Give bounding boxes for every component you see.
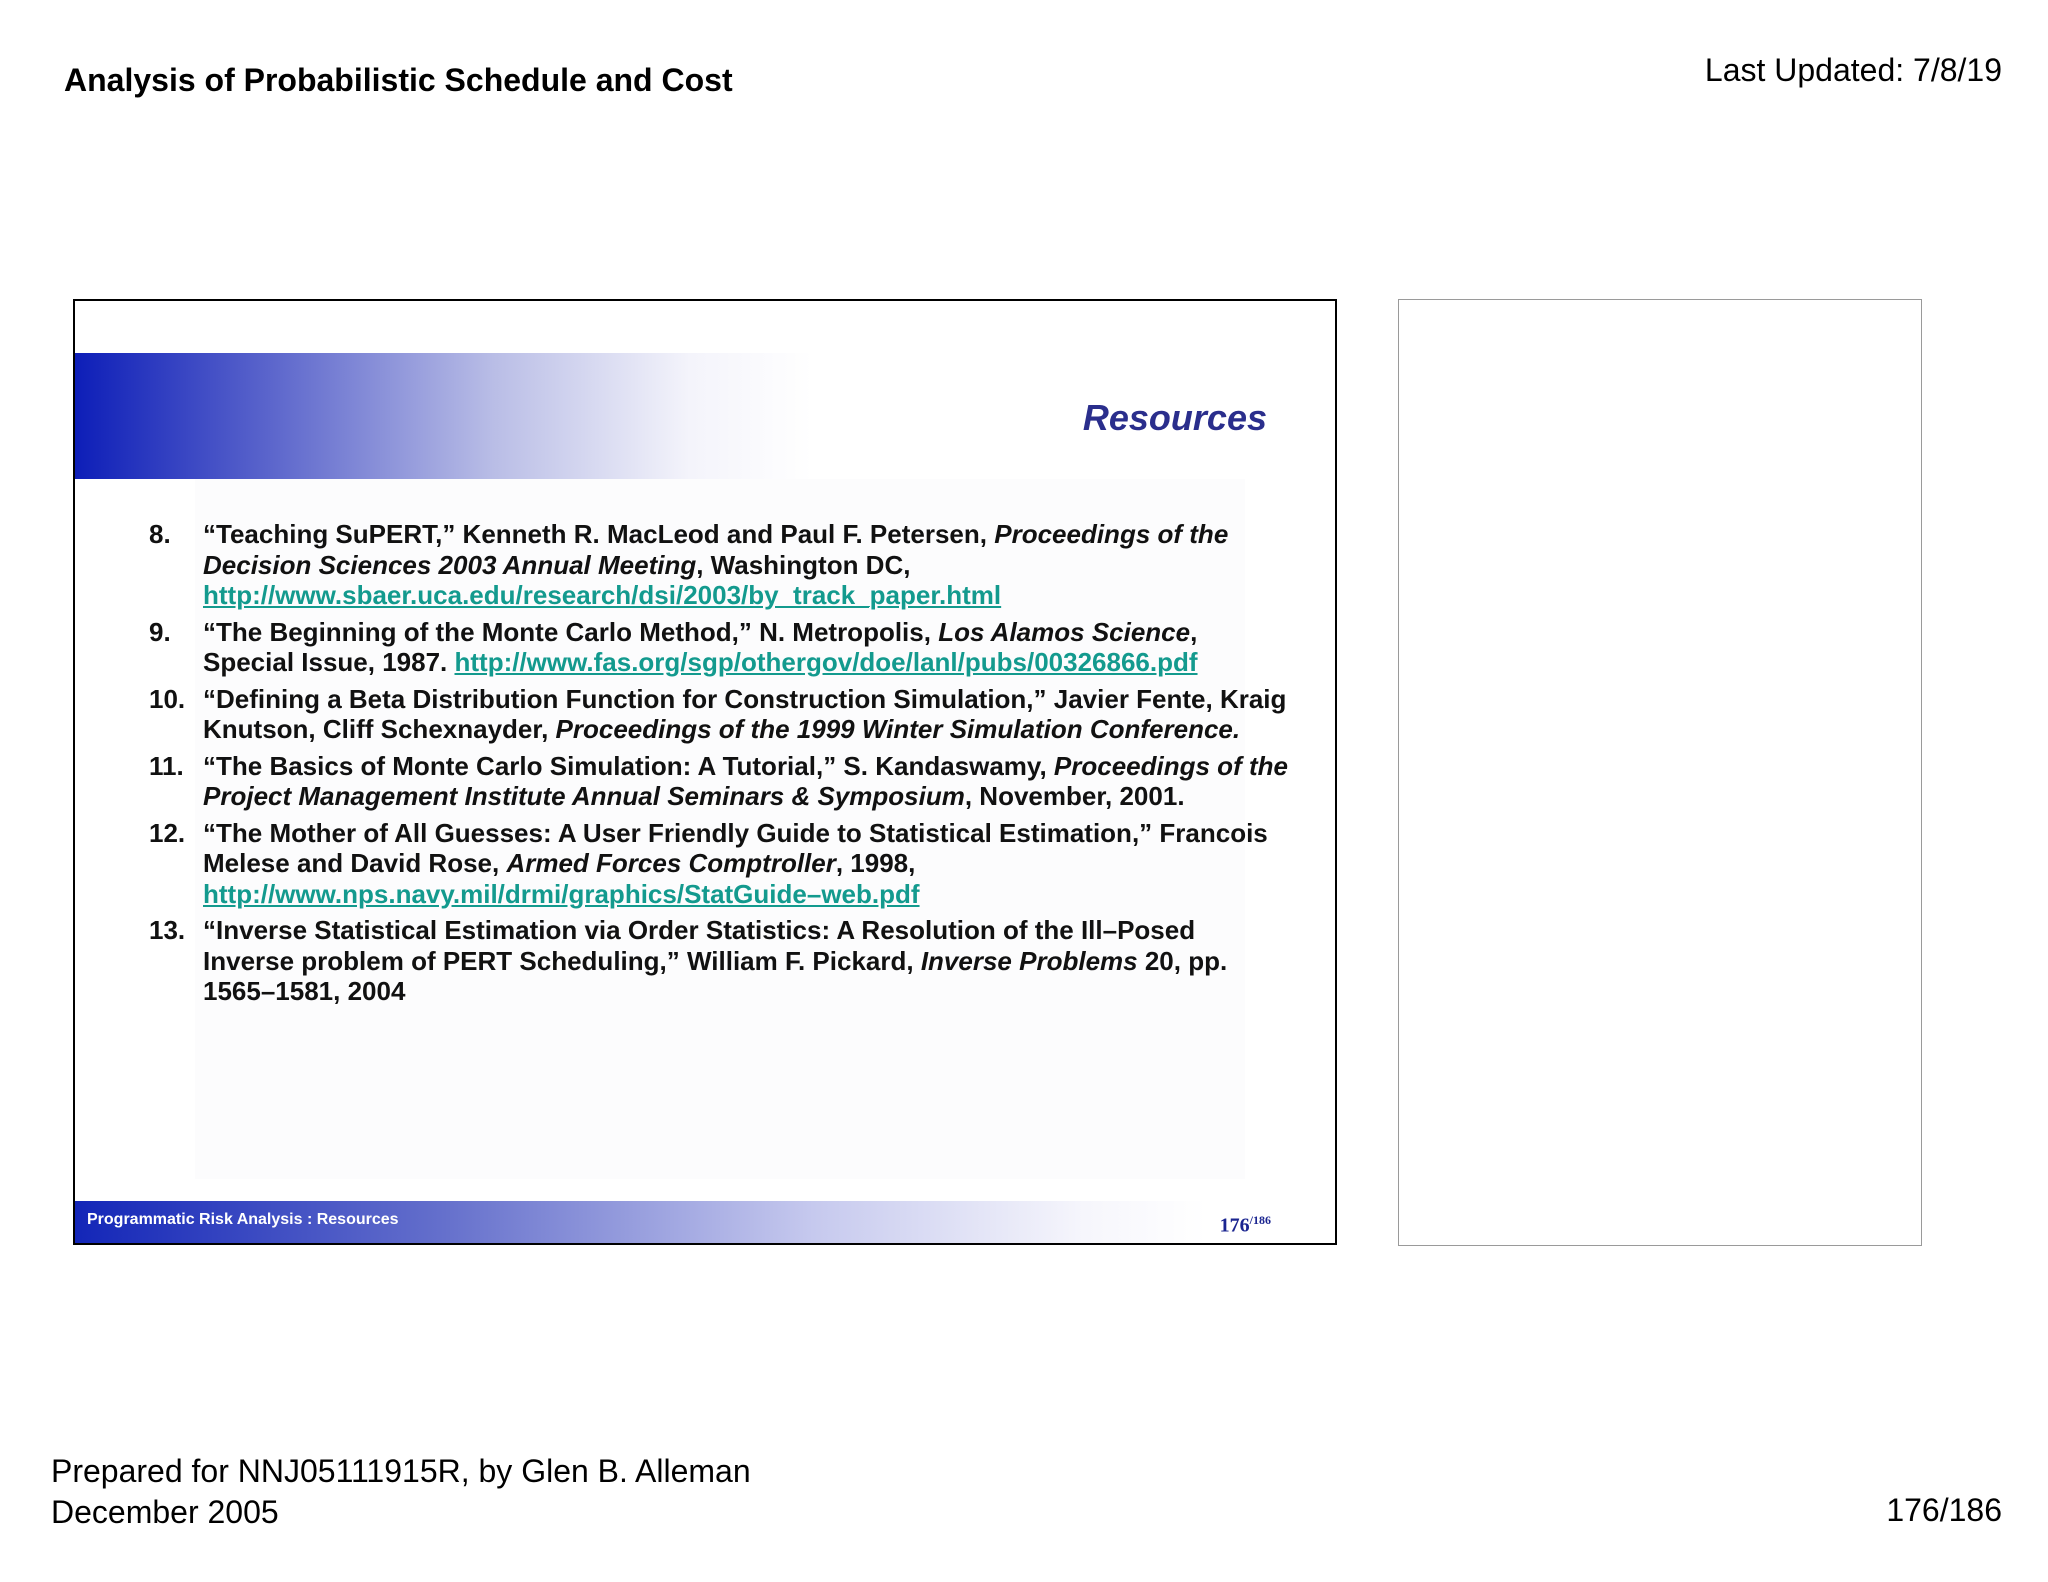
reference-item — [149, 915, 1289, 1007]
reference-text: “Defining a Beta Distribution Function for Construction Simulation,” Javier Fente, Kraig Knutson, Cliff Schexnayder, — [203, 683, 1287, 744]
reference-link[interactable]: http://www.fas.org/sgp/othergov/doe/lanl/pubs/00326866.pdf — [454, 647, 1198, 677]
reference-source: Inverse Problems — [920, 945, 1138, 976]
reference-source: Los Alamos Science — [938, 616, 1191, 647]
reference-item — [149, 617, 1289, 678]
reference-item — [149, 519, 1289, 611]
reference-text: 20, pp. 1565–1581, 2004 — [203, 945, 1228, 1006]
page-count: 176/186 — [1886, 1492, 2002, 1528]
reference-source: Proceedings of the Decision Sciences 2003 Annual Meeting — [203, 519, 1229, 580]
slide-title: Resources — [1082, 397, 1267, 438]
reference-number: 9. — [149, 616, 171, 647]
reference-number: 8. — [149, 519, 171, 549]
slide-page-current: 176 — [1219, 1214, 1250, 1237]
reference-text: “The Mother of All Guesses: A User Friendly Guide to Statistical Estimation,” Francois Melese and David Rose, — [203, 817, 1268, 878]
reference-source: Armed Forces Comptroller — [506, 848, 836, 878]
slide-page-total: /186 — [1249, 1213, 1271, 1227]
notes-panel — [1398, 299, 1922, 1246]
reference-source: Proceedings of the 1999 Winter Simulation Conference. — [555, 714, 1241, 744]
prepared-date: December 2005 — [51, 1494, 279, 1530]
prepared-for-line: Prepared for NNJ05111915R, by Glen B. Alleman — [51, 1453, 751, 1489]
slide-footer-bar — [75, 1201, 1305, 1243]
reference-number: 13. — [149, 915, 186, 945]
reference-text: , Special Issue, 1987. — [203, 616, 1198, 677]
reference-number: 12. — [149, 817, 186, 848]
reference-number: 11. — [149, 750, 184, 781]
reference-link[interactable]: http://www.nps.navy.mil/drmi/graphics/StatGuide–web.pdf — [203, 878, 920, 909]
reference-text: “The Beginning of the Monte Carlo Method,” N. Metropolis, — [203, 616, 939, 647]
reference-text: “Inverse Statistical Estimation via Order Statistics: A Resolution of the Ill–Posed Inverse problem of PERT Scheduling,” William F. Pickard, — [203, 915, 1196, 976]
prepared-for-block — [51, 1451, 751, 1533]
page-title: Analysis of Probabilistic Schedule and Cost — [64, 62, 733, 98]
slide-page-number — [1220, 1213, 1271, 1238]
slide-thumbnail — [73, 299, 1337, 1245]
slide-footer-label: Programmatic Risk Analysis : Resources — [87, 1211, 399, 1228]
reference-item — [149, 818, 1289, 910]
reference-link[interactable]: http://www.sbaer.uca.edu/research/dsi/2003/by_track_paper.html — [203, 580, 1002, 610]
last-updated-date: Last Updated: 7/8/19 — [1704, 52, 2002, 88]
reference-item — [149, 751, 1289, 812]
slide-header-banner — [75, 353, 1305, 479]
reference-text: , Washington DC, — [696, 549, 911, 580]
reference-number: 10. — [149, 683, 186, 714]
reference-item — [149, 684, 1289, 745]
reference-text: , November, 2001. — [964, 781, 1185, 811]
reference-source: Proceedings of the Project Management Institute Annual Seminars & Symposium — [203, 750, 1288, 811]
reference-list — [149, 519, 1289, 1013]
reference-text: “Teaching SuPERT,” Kenneth R. MacLeod and Paul F. Petersen, — [203, 519, 995, 549]
reference-text: “The Basics of Monte Carlo Simulation: A Tutorial,” S. Kandaswamy, — [203, 750, 1054, 781]
reference-text: , 1998, — [835, 848, 916, 878]
